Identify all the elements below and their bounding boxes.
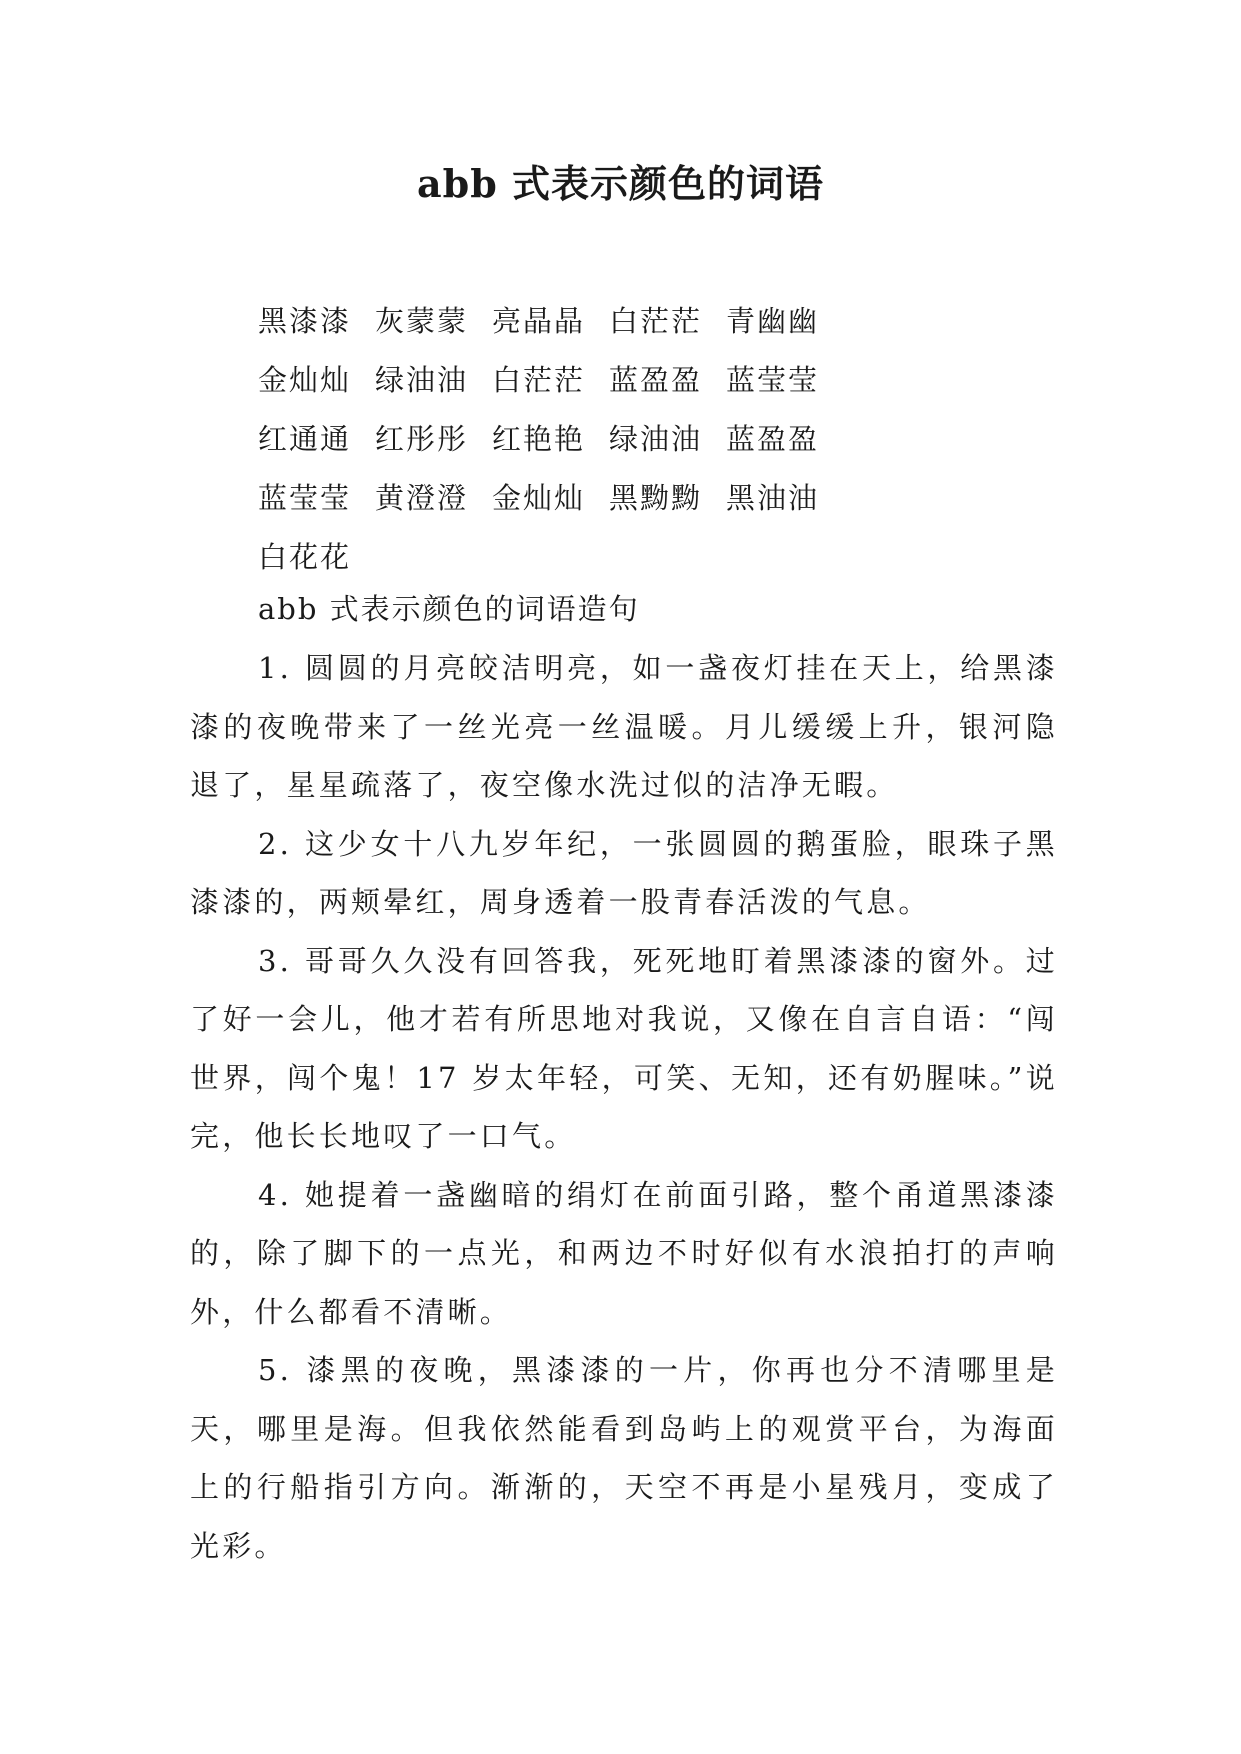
sentence-paragraph: 4. 她提着一盏幽暗的绢灯在前面引路，整个甬道黑漆漆的，除了脚下的一点光，和两边不时好似有水浪拍打的声响外，什么都看不清晰。 (190, 1177, 1058, 1329)
word-list (258, 292, 978, 587)
word-item: 金灿灿 (258, 363, 352, 397)
word-item: 白茫茫 (492, 363, 586, 397)
word-item: 红彤彤 (375, 422, 469, 456)
word-item: 红通通 (258, 422, 352, 456)
section-heading: abb 式表示颜色的词语造句 (258, 592, 640, 626)
word-item: 金灿灿 (492, 481, 586, 515)
word-item: 蓝莹莹 (258, 481, 352, 515)
sentence-paragraph: 3. 哥哥久久没有回答我，死死地盯着黑漆漆的窗外。过了好一会儿，他才若有所思地对我说，又像在自言自语：“闯世界，闯个鬼！17 岁太年轻，可笑、无知，还有奶腥味。”说完，他长长地叹了一口气。 (190, 943, 1058, 1153)
word-item: 灰蒙蒙 (375, 304, 469, 338)
word-item: 青幽幽 (726, 304, 820, 338)
word-item: 蓝盈盈 (609, 363, 703, 397)
word-item: 白花花 (258, 540, 352, 574)
word-row (258, 469, 978, 528)
word-row (258, 410, 978, 469)
word-row (258, 528, 978, 587)
word-item: 白茫茫 (609, 304, 703, 338)
word-item: 蓝莹莹 (726, 363, 820, 397)
sentence-paragraph: 1. 圆圆的月亮皎洁明亮，如一盏夜灯挂在天上，给黑漆漆的夜晚带来了一丝光亮一丝温暖。月儿缓缓上升，银河隐退了，星星疏落了，夜空像水洗过似的洁净无暇。 (190, 651, 1058, 802)
word-item: 蓝盈盈 (726, 422, 820, 456)
word-row (258, 292, 978, 351)
word-item: 黑漆漆 (258, 304, 352, 338)
sentence-paragraph: 2. 这少女十八九岁年纪，一张圆圆的鹅蛋脸，眼珠子黑漆漆的，两颊晕红，周身透着一股青春活泼的气息。 (190, 826, 1058, 919)
word-item: 黑油油 (726, 481, 820, 515)
page-title: abb 式表示颜色的词语 (417, 161, 824, 206)
example-sentences (190, 639, 1058, 1575)
word-item: 绿油油 (609, 422, 703, 456)
sentence-paragraph: 5. 漆黑的夜晚，黑漆漆的一片，你再也分不清哪里是天，哪里是海。但我依然能看到岛屿上的观赏平台，为海面上的行船指引方向。渐渐的，天空不再是小星残月，变成了光彩。 (190, 1353, 1058, 1563)
word-item: 绿油油 (375, 363, 469, 397)
word-item: 红艳艳 (492, 422, 586, 456)
word-item: 亮晶晶 (492, 304, 586, 338)
word-item: 黄澄澄 (375, 481, 469, 515)
word-item: 黑黝黝 (609, 481, 703, 515)
word-row (258, 351, 978, 410)
